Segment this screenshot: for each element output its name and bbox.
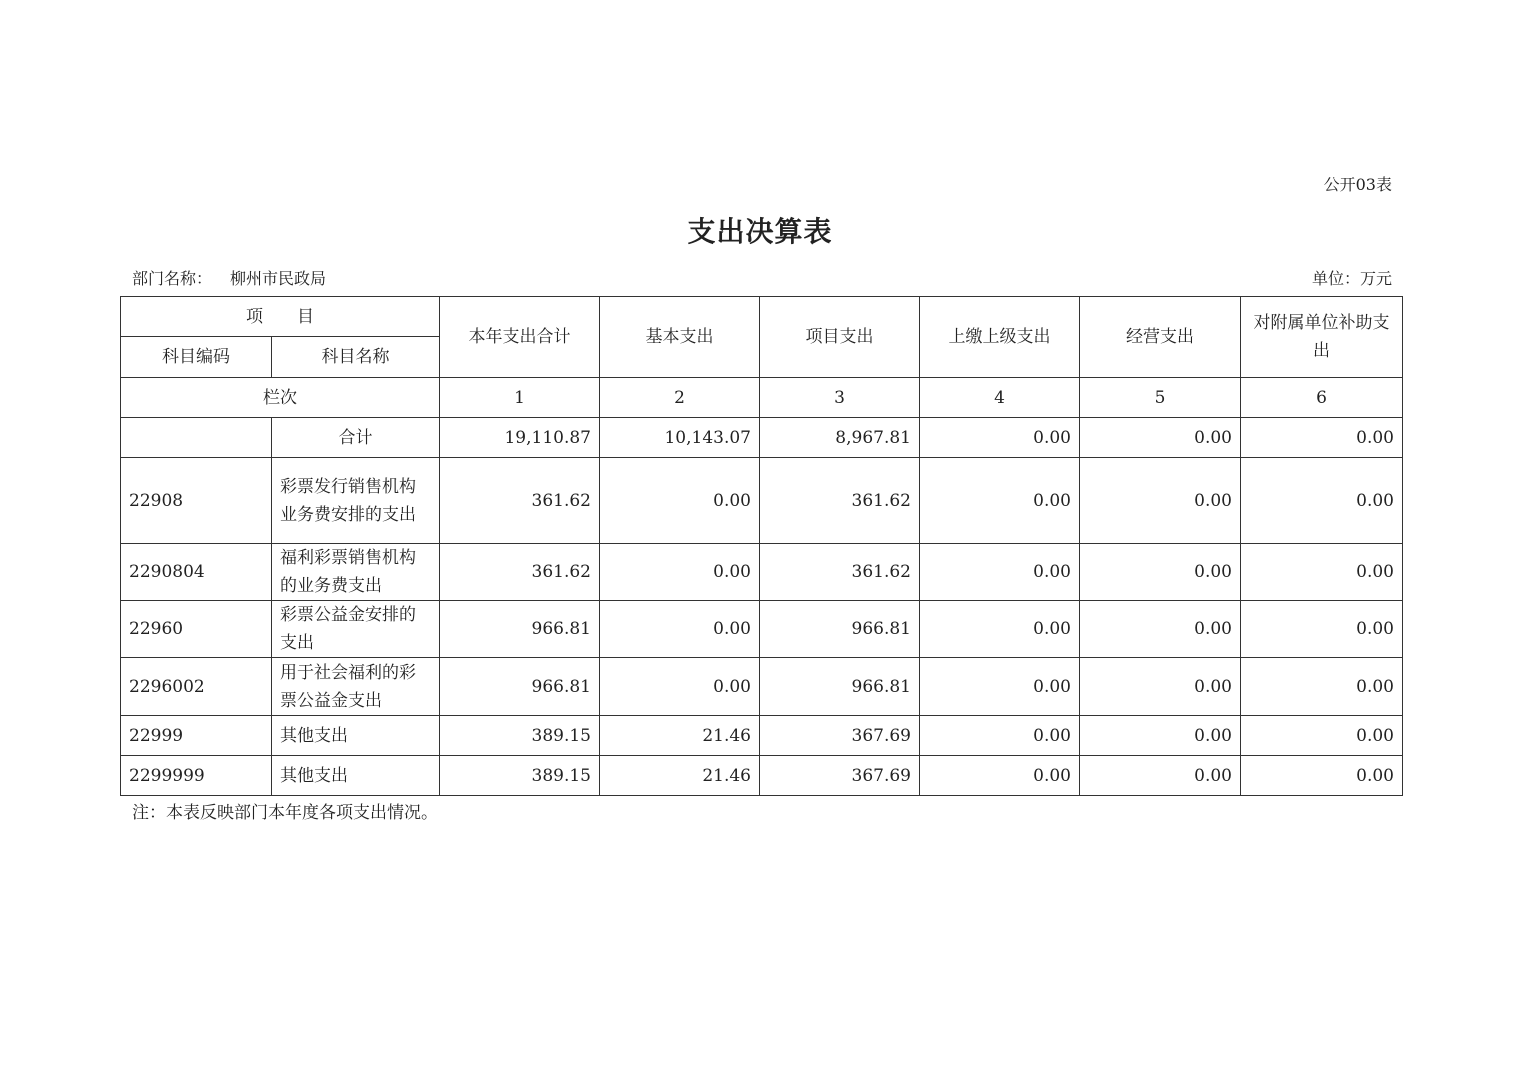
subsidy-expenditure: 0.00	[1241, 658, 1403, 716]
subject-name: 其他支出	[272, 716, 440, 756]
page-title: 支出决算表	[687, 215, 833, 248]
header-row-1	[121, 297, 1403, 337]
total-expenditure: 966.81	[440, 601, 600, 658]
table-note: 注：本表反映部门本年度各项支出情况。	[132, 803, 438, 823]
column-number: 6	[1241, 378, 1403, 418]
upper-expenditure: 0.00	[920, 756, 1080, 796]
upper-expenditure: 0.00	[920, 601, 1080, 658]
project-expenditure: 966.81	[760, 658, 920, 716]
subject-code: 22908	[121, 458, 272, 544]
subject-name: 彩票发行销售机构业务费安排的支出	[272, 458, 440, 544]
business-expenditure: 0.00	[1080, 601, 1241, 658]
expenditure-table	[120, 296, 1403, 796]
subject-code: 22960	[121, 601, 272, 658]
subsidy-expenditure: 0.00	[1241, 544, 1403, 601]
business-expenditure: 0.00	[1080, 458, 1241, 544]
subsidy-expenditure: 0.00	[1241, 756, 1403, 796]
project-expenditure: 361.62	[760, 544, 920, 601]
business-expenditure: 0.00	[1080, 756, 1241, 796]
basic-expenditure: 21.46	[600, 716, 760, 756]
subsidy-expenditure: 0.00	[1241, 716, 1403, 756]
column-number-row	[121, 378, 1403, 418]
table-row	[121, 458, 1403, 544]
subject-name: 用于社会福利的彩票公益金支出	[272, 658, 440, 716]
subject-name: 合计	[272, 418, 440, 458]
subject-name: 彩票公益金安排的支出	[272, 601, 440, 658]
basic-expenditure: 10,143.07	[600, 418, 760, 458]
business-expenditure: 0.00	[1080, 658, 1241, 716]
upper-expenditure: 0.00	[920, 458, 1080, 544]
header-name: 科目名称	[272, 337, 440, 378]
business-expenditure: 0.00	[1080, 418, 1241, 458]
project-expenditure: 367.69	[760, 756, 920, 796]
basic-expenditure: 0.00	[600, 458, 760, 544]
total-expenditure: 389.15	[440, 716, 600, 756]
column-number: 1	[440, 378, 600, 418]
total-expenditure: 389.15	[440, 756, 600, 796]
basic-expenditure: 0.00	[600, 658, 760, 716]
upper-expenditure: 0.00	[920, 658, 1080, 716]
basic-expenditure: 0.00	[600, 601, 760, 658]
department-name: 柳州市民政局	[230, 269, 327, 288]
table-row	[121, 716, 1403, 756]
header-total: 本年支出合计	[440, 297, 600, 378]
subject-code: 2299999	[121, 756, 272, 796]
column-number-label: 栏次	[121, 378, 440, 418]
business-expenditure: 0.00	[1080, 716, 1241, 756]
subject-code: 22999	[121, 716, 272, 756]
header-business: 经营支出	[1080, 297, 1241, 378]
header-basic: 基本支出	[600, 297, 760, 378]
header-project: 项目支出	[760, 297, 920, 378]
basic-expenditure: 0.00	[600, 544, 760, 601]
column-number: 2	[600, 378, 760, 418]
table-row	[121, 544, 1403, 601]
table-row	[121, 658, 1403, 716]
department-label: 部门名称：	[132, 269, 213, 288]
subsidy-expenditure: 0.00	[1241, 418, 1403, 458]
project-expenditure: 8,967.81	[760, 418, 920, 458]
total-expenditure: 361.62	[440, 458, 600, 544]
upper-expenditure: 0.00	[920, 716, 1080, 756]
subject-name: 其他支出	[272, 756, 440, 796]
subsidy-expenditure: 0.00	[1241, 458, 1403, 544]
total-expenditure: 361.62	[440, 544, 600, 601]
subject-code	[121, 418, 272, 458]
column-number: 5	[1080, 378, 1241, 418]
project-expenditure: 966.81	[760, 601, 920, 658]
subject-code: 2290804	[121, 544, 272, 601]
subject-code: 2296002	[121, 658, 272, 716]
total-expenditure: 19,110.87	[440, 418, 600, 458]
form-number: 公开03表	[1323, 175, 1392, 194]
upper-expenditure: 0.00	[920, 418, 1080, 458]
table-row	[121, 601, 1403, 658]
table-row-total	[121, 418, 1403, 458]
header-upper: 上缴上级支出	[920, 297, 1080, 378]
unit-label: 单位：万元	[1311, 269, 1392, 288]
project-expenditure: 361.62	[760, 458, 920, 544]
table-row	[121, 756, 1403, 796]
project-expenditure: 367.69	[760, 716, 920, 756]
column-number: 4	[920, 378, 1080, 418]
basic-expenditure: 21.46	[600, 756, 760, 796]
header-code: 科目编码	[121, 337, 272, 378]
column-number: 3	[760, 378, 920, 418]
department-line	[132, 266, 326, 289]
subsidy-expenditure: 0.00	[1241, 601, 1403, 658]
business-expenditure: 0.00	[1080, 544, 1241, 601]
upper-expenditure: 0.00	[920, 544, 1080, 601]
header-item: 项 目	[121, 297, 440, 337]
total-expenditure: 966.81	[440, 658, 600, 716]
subject-name: 福利彩票销售机构的业务费支出	[272, 544, 440, 601]
header-subsidy: 对附属单位补助支出	[1241, 297, 1403, 378]
